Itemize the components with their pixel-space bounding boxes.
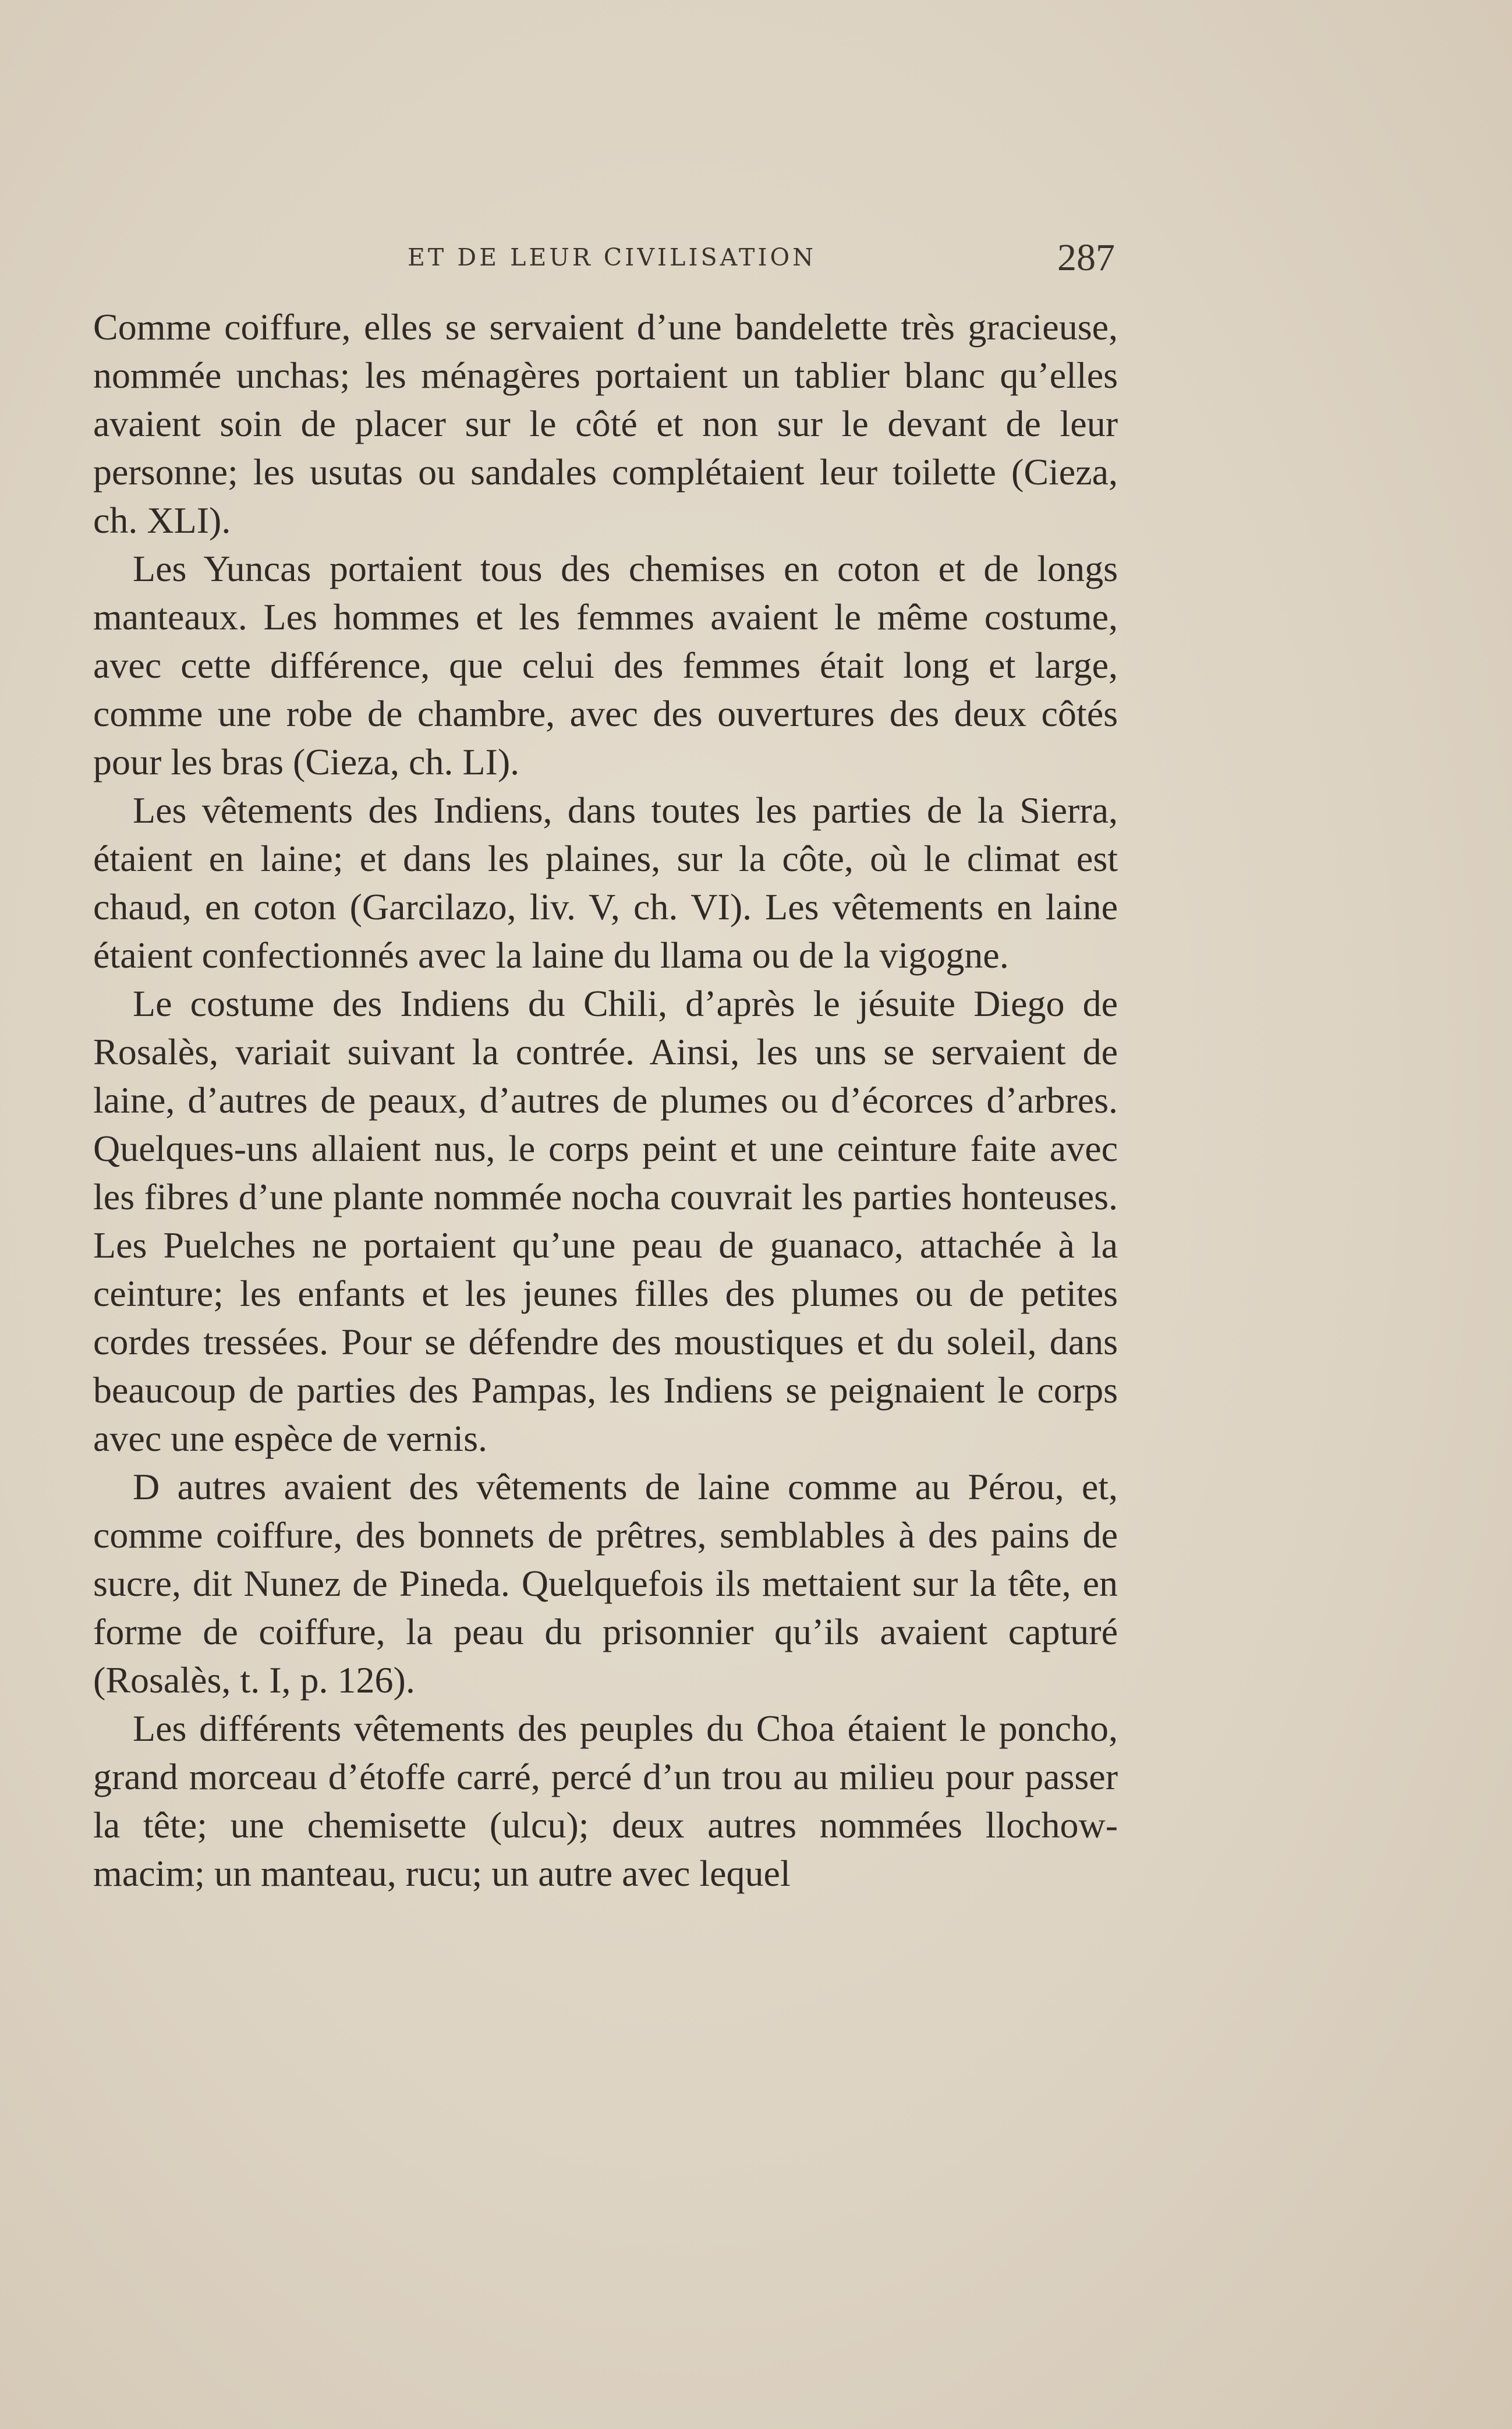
paragraph-wool-garments: D autres avaient des vêtements de laine comme au Pérou, et, comme coiffure, des bonnets de prêtres, semblables à des pains de sucre, dit Nunez de Pineda. Quelquefois ils mettaient sur la tête, en forme de coiffure, la peau du prisonnier qu’ils avaient capturé (Rosalès, t. I, p. 126). <box>93 1466 1118 1701</box>
body-text <box>93 303 1118 1897</box>
paragraph-chili-costume: Le costume des Indiens du Chili, d’après le jésuite Diego de Rosalès, variait suivant la contrée. Ainsi, les uns se servaient de laine, d’autres de peaux, d’autres de plumes ou d’écorces d’arbres. Quelques-uns allaient nus, le corps peint et une ceinture faite avec les fibres d’une plante nommée nocha couvrait les parties honteuses. Les Puelches ne portaient qu’une peau de guanaco, attachée à la ceinture; les enfants et les jeunes filles des plumes ou de petites cordes tressées. Pour se défendre des moustiques et du soleil, dans beaucoup de parties des Pampas, les Indiens se peignaient le corps avec une espèce de vernis. <box>93 983 1118 1459</box>
paragraph-choa-garments: Les différents vêtements des peuples du Choa étaient le poncho, grand morceau d’étoffe carré, percé d’un trou au milieu pour passer la tête; une chemisette (ulcu); deux autres nommées llochow-macim; un manteau, rucu; un autre avec lequel <box>93 1708 1118 1894</box>
running-header: ET DE LEUR CIVILISATION <box>408 243 817 271</box>
paragraph-sierra-clothing: Les vêtements des Indiens, dans toutes les parties de la Sierra, étaient en laine; et dans les plaines, sur la côte, où le climat est chaud, en coton (Garcilazo, liv. V, ch. VI). Les vêtements en laine étaient confectionnés avec la laine du llama ou de la vigogne. <box>93 789 1118 976</box>
paragraph-yuncas: Les Yuncas portaient tous des chemises en coton et de longs manteaux. Les hommes et les femmes avaient le même costume, avec cette différence, que celui des femmes était long et large, comme une robe de chambre, avec des ouvertures des deux côtés pour les bras (Cieza, ch. LI). <box>93 548 1118 782</box>
page-number: 287 <box>1057 236 1115 279</box>
paragraph-headdress: Comme coiffure, elles se servaient d’une bandelette très gracieuse, nommée unchas; les ménagères portaient un tablier blanc qu’elles avaient soin de placer sur le côté et non sur le devant de leur personne; les usutas ou sandales complétaient leur toilette (Cieza, ch. XLI). <box>93 306 1118 541</box>
